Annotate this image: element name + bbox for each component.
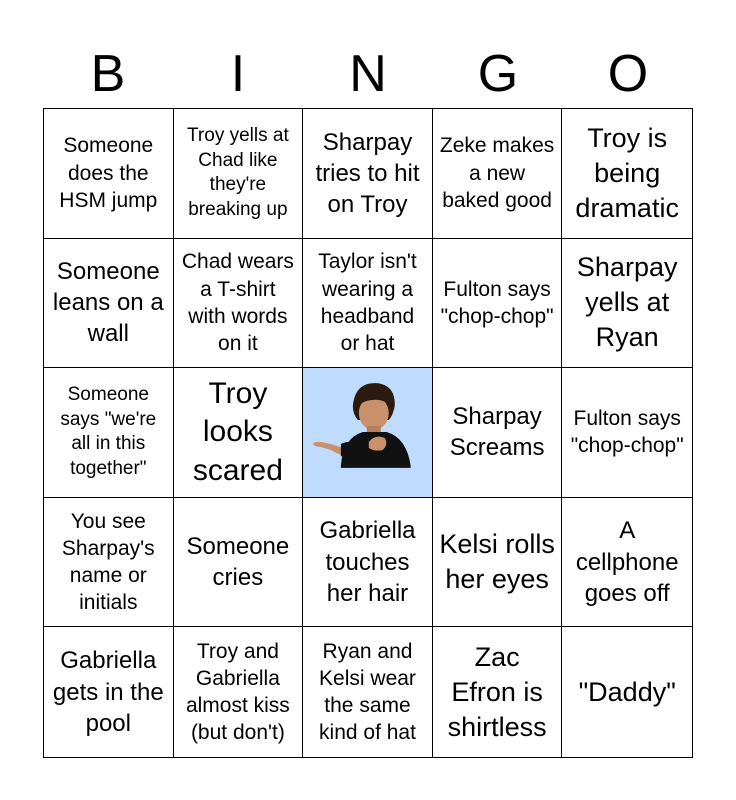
bingo-cell[interactable] (303, 498, 433, 628)
cell-text: Troy and Gabriella almost kiss (but don't) (185, 639, 290, 745)
cell-text: Kelsi rolls her eyes (439, 529, 555, 595)
bingo-cell[interactable] (174, 239, 304, 369)
cell-text: Sharpay yells at Ryan (576, 252, 678, 353)
cell-text: Zac Efron is shirtless (447, 641, 547, 742)
bingo-cell[interactable] (174, 368, 304, 498)
bingo-cell[interactable] (433, 109, 563, 239)
cell-text: Troy is being dramatic (575, 122, 679, 223)
bingo-cell[interactable] (562, 498, 692, 628)
bingo-cell[interactable] (174, 109, 304, 239)
bingo-cell[interactable] (44, 498, 174, 628)
bingo-cell[interactable] (562, 627, 692, 757)
person-pointing-icon (303, 368, 432, 497)
cell-text: Chad wears a T-shirt with words on it (181, 250, 294, 356)
bingo-cell[interactable] (433, 239, 563, 369)
cell-text: Zeke makes a new baked good (439, 134, 555, 212)
header-letter-g: G (477, 45, 519, 103)
cell-text: Gabriella gets in the pool (52, 647, 164, 737)
bingo-cell[interactable] (433, 627, 563, 757)
cell-text: Fulton says "chop-chop" (570, 407, 684, 458)
bingo-cell[interactable] (174, 627, 304, 757)
header-letter-b: B (90, 45, 126, 103)
bingo-cell[interactable] (303, 627, 433, 757)
cell-text: You see Sharpay's name or initials (61, 509, 155, 615)
bingo-header (43, 40, 693, 108)
bingo-cell[interactable] (433, 498, 563, 628)
cell-text: Someone does the HSM jump (59, 134, 158, 212)
cell-text: Someone says "we're all in this together" (60, 384, 157, 480)
cell-text: Troy yells at Chad like they're breaking up (187, 124, 289, 220)
cell-text: Gabriella touches her hair (319, 517, 416, 607)
cell-text: Someone leans on a wall (52, 258, 164, 348)
cell-text: Taylor isn't wearing a headband or hat (318, 250, 417, 356)
bingo-cell[interactable] (174, 498, 304, 628)
bingo-cell[interactable] (562, 239, 692, 369)
bingo-cell[interactable] (303, 239, 433, 369)
bingo-cell[interactable] (433, 368, 563, 498)
bingo-card (43, 108, 693, 758)
cell-text: A cellphone goes off (575, 517, 679, 607)
bingo-cell[interactable] (44, 627, 174, 757)
cell-text: Sharpay Screams (449, 403, 545, 462)
bingo-cell[interactable] (562, 368, 692, 498)
free-space[interactable] (303, 368, 433, 498)
header-letter-n: N (349, 45, 387, 103)
bingo-cell[interactable] (303, 109, 433, 239)
bingo-cell[interactable] (562, 109, 692, 239)
bingo-cell[interactable] (44, 368, 174, 498)
header-letter-i: I (230, 45, 246, 103)
bingo-cell[interactable] (44, 239, 174, 369)
bingo-cell[interactable] (44, 109, 174, 239)
cell-text: Troy looks scared (192, 376, 283, 487)
cell-text: Sharpay tries to hit on Troy (315, 128, 420, 218)
header-letter-o: O (607, 45, 649, 103)
cell-text: "Daddy" (578, 676, 676, 707)
cell-text: Someone cries (186, 532, 290, 592)
cell-text: Fulton says "chop-chop" (440, 277, 554, 328)
cell-text: Ryan and Kelsi wear the same kind of hat (319, 639, 416, 745)
